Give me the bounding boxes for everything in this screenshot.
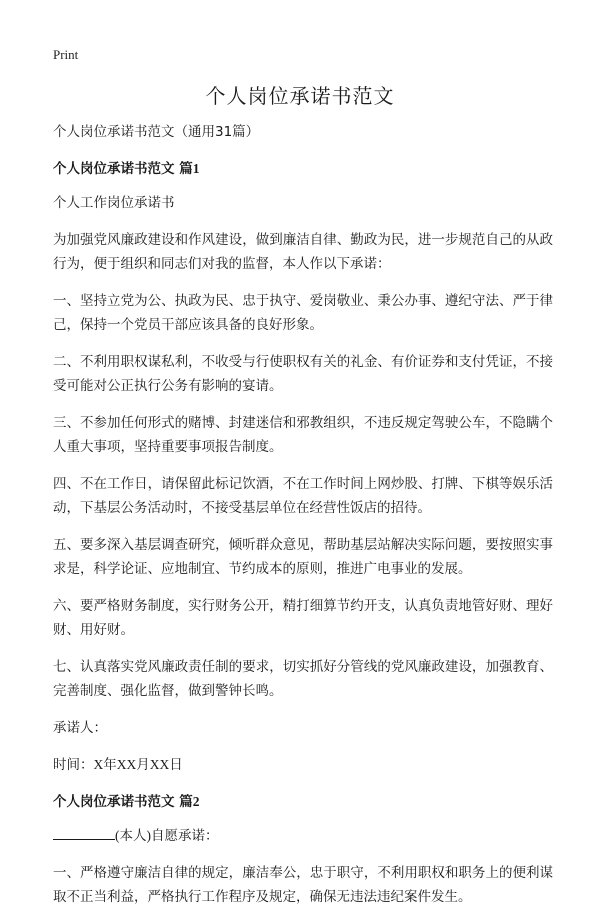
section-1-doc-name: 个人工作岗位承诺书 (53, 195, 175, 211)
self-label-rest: 自愿承诺： (151, 828, 219, 844)
section-2-heading-text: 个人岗位承诺书范文 篇 (53, 794, 193, 810)
section-1-heading-text: 个人岗位承诺书范文 篇 (53, 161, 193, 177)
print-label: Print (53, 47, 79, 62)
section-1-item-3: 三、不参加任何形式的赌博、封建迷信和邪教组织，不违反规定驾驶公车，不隐瞒个人重大事项，坚持重要事项报告制度。 (53, 415, 553, 455)
time-label: 时间： (53, 757, 94, 773)
name-blank (53, 825, 115, 840)
section-1-item-5: 五、要多深入基层调查研究，倾听群众意见，帮助基层站解决实际问题，要按照实事求是，科学论证、应地制宜、节约成本的原则，推进广电事业的发展。 (53, 537, 553, 577)
section-1-intro: 为加强党风廉政建设和作风建设，做到廉洁自律、勤政为民，进一步规范自己的从政行为，便于组织和同志们对我的监督，本人作以下承诺： (53, 232, 553, 272)
document-subtitle: 个人岗位承诺书范文（通用31篇） (53, 124, 260, 140)
self-label-paren: (本人) (115, 828, 151, 843)
section-1-item-4: 四、不在工作日，请保留此标记饮酒，不在工作时间上网炒股、打牌、下棋等娱乐活动，下基层公务活动时，不接受基层单位在经营性饭店的招待。 (53, 476, 553, 516)
document-body (53, 120, 553, 922)
section-1-heading (53, 157, 553, 181)
section-1-item-6: 六、要严格财务制度，实行财务公开，精打细算节约开支，认真负责地管好财、理好财、用好财。 (53, 598, 553, 638)
time-line (53, 753, 553, 777)
section-2-heading (53, 790, 553, 814)
section-1-heading-number: 1 (192, 161, 200, 176)
section-2-item-1: 一、严格遵守廉洁自律的规定，廉洁奉公，忠于职守，不利用职权和职务上的便利谋取不正当利益，严格执行工作程序及规定，确保无违法违纪案件发生。 (53, 865, 553, 905)
section-1-item-2: 二、不利用职权谋私利，不收受与行使职权有关的礼金、有价证券和支付凭证，不接受可能对公正执行公务有影响的宴请。 (53, 354, 553, 394)
section-1-item-1: 一、坚持立党为公、执政为民、忠于执守、爱岗敬业、秉公办事、遵纪守法、严于律己，保持一个党员干部应该具备的良好形象。 (53, 293, 553, 333)
section-2-heading-number: 2 (192, 794, 200, 809)
signer-line: 承诺人： (53, 720, 107, 736)
time-value: X年XX月XX日 (93, 757, 183, 772)
section-1-item-7: 七、认真落实党风廉政责任制的要求，切实抓好分管线的党风廉政建设，加强教育、完善制度、强化监督，做到警钟长鸣。 (53, 659, 553, 699)
page-title: 个人岗位承诺书范文 (205, 84, 395, 108)
